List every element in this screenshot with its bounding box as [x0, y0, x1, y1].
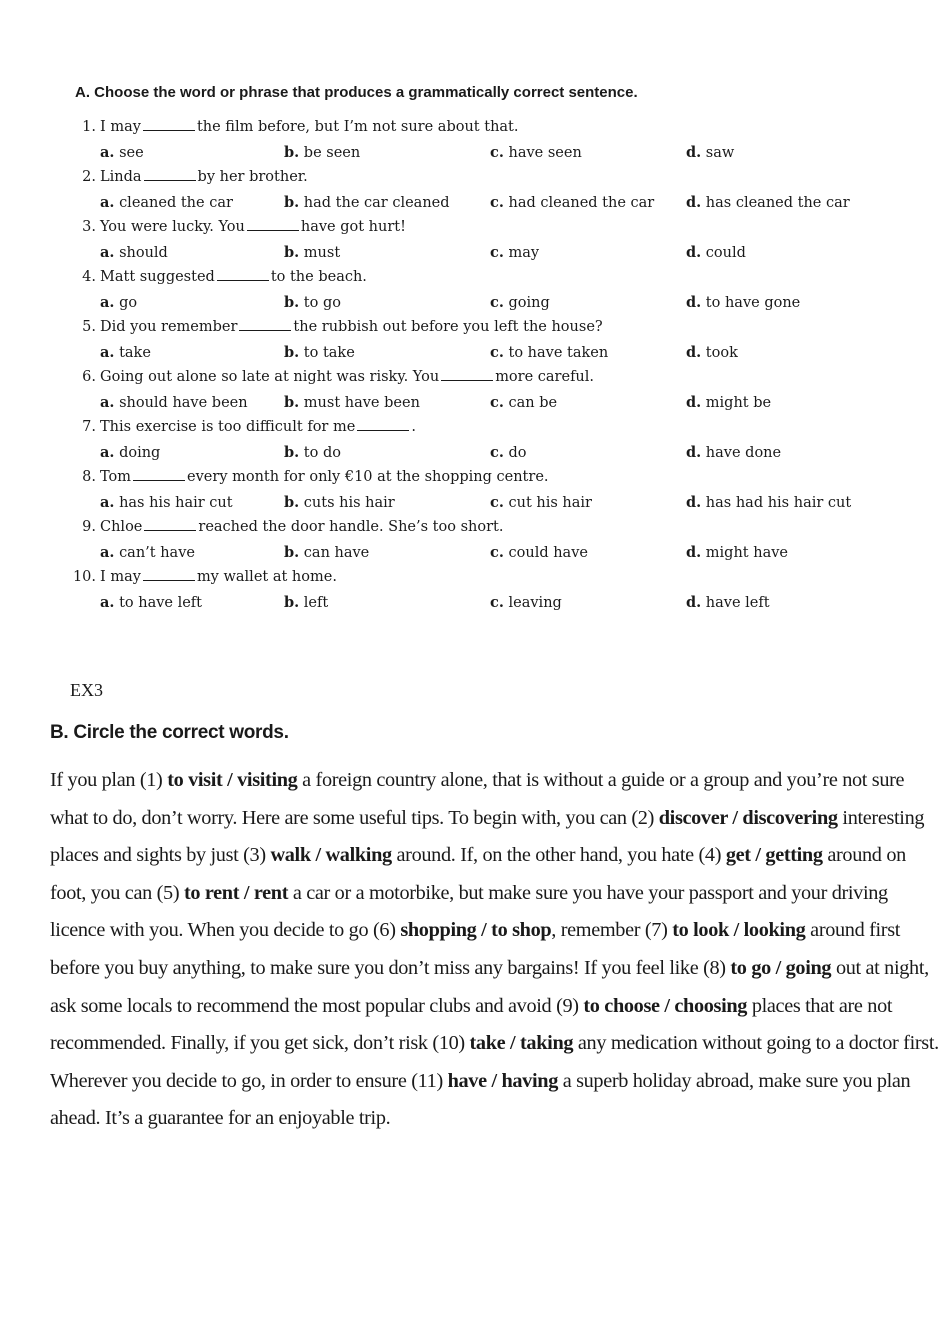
passage-segment: Wherever you decide to go, in order to ensure: [50, 1069, 412, 1092]
word-choice[interactable]: walk / walking: [270, 844, 392, 867]
question-text-before: You were lucky. You: [100, 219, 245, 235]
word-choice[interactable]: to rent / rent: [183, 881, 289, 904]
answer-option[interactable]: [284, 240, 340, 266]
option-text: should have been: [119, 395, 248, 411]
question-text: [100, 215, 406, 240]
passage-segment: around on: [822, 844, 906, 867]
answer-options: [0, 440, 911, 465]
answer-option[interactable]: [100, 490, 233, 516]
option-letter: b.: [284, 594, 300, 611]
passage-segment: (7): [644, 919, 673, 942]
option-letter: a.: [100, 194, 115, 211]
passage-segment: (5): [156, 881, 184, 904]
answer-option[interactable]: [284, 340, 355, 366]
passage-segment: recommended. Finally, if you get sick, don’t risk: [50, 1032, 433, 1055]
question-text-after: the film before, but I’m not sure about that.: [196, 119, 519, 135]
question-text-before: Going out alone so late at night was risky. You: [100, 369, 440, 385]
question-text-after: .: [411, 419, 416, 435]
option-text: has his hair cut: [119, 495, 233, 511]
option-text: go: [119, 295, 138, 311]
passage-segment: ahead. It’s a guarantee for an enjoyable trip.: [50, 1107, 391, 1130]
answer-option[interactable]: [100, 290, 137, 316]
answer-blank: [133, 466, 185, 481]
option-letter: b.: [284, 494, 300, 511]
option-text: leaving: [508, 595, 562, 611]
option-letter: b.: [284, 294, 300, 311]
option-text: must have been: [303, 395, 420, 411]
option-letter: a.: [100, 294, 115, 311]
answer-option[interactable]: [686, 140, 734, 166]
answer-option[interactable]: [686, 590, 770, 616]
answer-option[interactable]: [490, 190, 654, 216]
option-text: see: [119, 145, 144, 161]
option-letter: b.: [284, 544, 300, 561]
question-stem: [0, 415, 911, 440]
passage-segment: around first: [805, 919, 901, 942]
option-text: may: [508, 245, 540, 261]
answer-blank: [144, 166, 196, 181]
option-letter: b.: [284, 244, 300, 261]
question-text-after: the rubbish out before you left the house?: [293, 319, 603, 335]
question-number: 4.: [82, 269, 96, 285]
answer-option[interactable]: [100, 540, 195, 566]
question-number: 7.: [82, 419, 96, 435]
answer-option[interactable]: [490, 590, 562, 616]
answer-blank: [441, 366, 493, 381]
option-text: to have gone: [705, 295, 801, 311]
question-number: 2.: [82, 169, 96, 185]
option-letter: d.: [686, 494, 702, 511]
option-letter: d.: [686, 194, 702, 211]
passage-segment: (1): [139, 769, 168, 791]
word-choice[interactable]: discover / discovering: [658, 806, 838, 829]
question-text: [100, 315, 603, 340]
question-number: 8.: [82, 469, 96, 485]
passage-segment: (9): [556, 994, 584, 1017]
option-letter: c.: [490, 394, 504, 411]
question-text-before: Matt suggested: [100, 269, 215, 285]
answer-options: [0, 390, 911, 415]
question-text: [100, 265, 367, 290]
answer-option[interactable]: [490, 340, 608, 366]
option-text: going: [508, 295, 550, 311]
passage-segment: (4): [698, 844, 726, 867]
option-text: to take: [303, 345, 355, 361]
question-text-after: every month for only €10 at the shopping centre.: [187, 469, 549, 485]
option-text: had cleaned the car: [508, 195, 655, 211]
word-choice[interactable]: to go / going: [730, 956, 832, 979]
option-text: took: [705, 345, 738, 361]
question-stem: [0, 365, 911, 390]
option-text: must: [303, 245, 341, 261]
passage-segment: foot, you can: [50, 881, 157, 904]
passage-line: [50, 988, 893, 1026]
exercise-label: EX3: [70, 680, 103, 700]
passage-segment: If you plan: [50, 769, 140, 791]
question-text: [100, 515, 503, 540]
option-letter: a.: [100, 444, 115, 461]
option-letter: c.: [490, 244, 504, 261]
question-item: [0, 265, 911, 315]
option-text: have seen: [508, 145, 582, 161]
passage-line: [50, 800, 925, 838]
passage-segment: ask some locals to recommend the most popular clubs and avoid: [50, 994, 557, 1017]
option-text: be seen: [303, 145, 361, 161]
answer-option[interactable]: [686, 490, 851, 516]
answer-option[interactable]: [686, 340, 738, 366]
passage-segment: (6): [373, 919, 401, 942]
word-choice[interactable]: to choose / choosing: [583, 994, 748, 1017]
passage-segment: a foreign country alone, that is without a guide or a group and you’re not sure: [297, 769, 905, 791]
question-stem: [0, 315, 911, 340]
question-text-after: to the beach.: [270, 269, 367, 285]
answer-option[interactable]: [284, 190, 450, 216]
question-text-before: I may: [100, 119, 141, 135]
word-choice[interactable]: to look / looking: [672, 919, 806, 942]
section-b-title: B. Circle the correct words.: [50, 722, 289, 743]
answer-options: [0, 140, 911, 165]
question-item: [0, 415, 911, 465]
answer-options: [0, 290, 911, 315]
option-text: can have: [303, 545, 370, 561]
passage-segment: before you buy anything, to make sure you don’t miss any bargains! If you feel like: [50, 956, 704, 979]
question-text-after: reached the door handle. She’s too short.: [198, 519, 504, 535]
question-text: [100, 565, 337, 590]
option-text: cleaned the car: [119, 195, 233, 211]
option-text: has had his hair cut: [705, 495, 852, 511]
question-item: [0, 115, 911, 165]
passage-segment: a superb holiday abroad, make sure you plan: [557, 1069, 911, 1092]
option-text: have left: [705, 595, 770, 611]
answer-option[interactable]: [100, 590, 202, 616]
answer-option[interactable]: [100, 390, 248, 416]
option-letter: c.: [490, 544, 504, 561]
option-letter: c.: [490, 594, 504, 611]
option-text: could have: [508, 545, 588, 561]
option-text: had the car cleaned: [303, 195, 450, 211]
question-text-before: Linda: [100, 169, 142, 185]
option-text: to do: [303, 445, 341, 461]
passage-segment: what to do, don’t worry. Here are some useful tips. To begin with, you can: [50, 806, 632, 829]
question-text-before: Tom: [100, 469, 132, 485]
question-list: [0, 115, 911, 615]
answer-option[interactable]: [284, 590, 328, 616]
answer-blank: [247, 216, 299, 231]
question-stem: [0, 165, 911, 190]
answer-blank: [143, 566, 195, 581]
answer-blank: [357, 416, 409, 431]
answer-option[interactable]: [490, 140, 582, 166]
option-text: left: [303, 595, 329, 611]
question-text: [100, 415, 416, 440]
passage-segment: places that are not: [747, 994, 893, 1017]
answer-option[interactable]: [686, 240, 746, 266]
question-text: [100, 465, 549, 490]
passage-segment: any medication without going to a doctor first.: [573, 1032, 939, 1055]
answer-option[interactable]: [284, 540, 369, 566]
passage-segment: (8): [703, 956, 731, 979]
answer-option[interactable]: [284, 290, 341, 316]
question-item: [0, 365, 911, 415]
option-text: have done: [705, 445, 782, 461]
question-stem: [0, 115, 911, 140]
option-letter: a.: [100, 394, 115, 411]
question-number: 10.: [72, 569, 96, 585]
question-text: [100, 365, 594, 390]
option-letter: d.: [686, 444, 702, 461]
option-letter: d.: [686, 544, 702, 561]
word-choice[interactable]: have / having: [447, 1069, 558, 1092]
answer-option[interactable]: [686, 290, 800, 316]
question-stem: [0, 565, 911, 590]
option-text: doing: [119, 445, 161, 461]
answer-option[interactable]: [490, 240, 539, 266]
question-text-before: Chloe: [100, 519, 143, 535]
answer-options: [0, 490, 911, 515]
answer-option[interactable]: [686, 390, 771, 416]
answer-blank: [143, 116, 195, 131]
word-choice[interactable]: take / taking: [469, 1032, 574, 1055]
answer-option[interactable]: [100, 440, 160, 466]
option-letter: c.: [490, 444, 504, 461]
question-item: [0, 165, 911, 215]
question-stem: [0, 465, 911, 490]
option-letter: a.: [100, 144, 115, 161]
option-text: might have: [705, 545, 788, 561]
option-letter: d.: [686, 344, 702, 361]
passage-segment: (10): [432, 1032, 470, 1055]
option-text: might be: [705, 395, 772, 411]
question-stem: [0, 215, 911, 240]
answer-blank: [144, 516, 196, 531]
passage-line: [50, 1063, 911, 1101]
answer-option[interactable]: [686, 540, 788, 566]
question-number: 1.: [82, 119, 96, 135]
question-number: 6.: [82, 369, 96, 385]
answer-option[interactable]: [100, 190, 233, 216]
answer-options: [0, 540, 911, 565]
answer-options: [0, 190, 911, 215]
option-text: cuts his hair: [303, 495, 395, 511]
passage-text: [50, 762, 939, 1138]
option-letter: b.: [284, 444, 300, 461]
question-text-before: This exercise is too difficult for me: [100, 419, 356, 435]
section-a-title: A. Choose the word or phrase that produces a grammatically correct sentence.: [75, 84, 638, 101]
option-letter: d.: [686, 294, 702, 311]
answer-option[interactable]: [490, 540, 588, 566]
answer-option[interactable]: [284, 490, 395, 516]
option-text: to have taken: [508, 345, 609, 361]
option-text: take: [119, 345, 151, 361]
answer-option[interactable]: [100, 140, 144, 166]
question-text-before: Did you remember: [100, 319, 238, 335]
passage-segment: (2): [631, 806, 659, 829]
option-letter: b.: [284, 194, 300, 211]
question-text-after: my wallet at home.: [196, 569, 337, 585]
question-stem: [0, 265, 911, 290]
word-choice[interactable]: get / getting: [725, 844, 823, 867]
answer-blank: [239, 316, 291, 331]
word-choice[interactable]: to visit / visiting: [167, 769, 298, 791]
answer-blank: [217, 266, 269, 281]
passage-line: [50, 762, 905, 800]
question-text: [100, 115, 519, 140]
option-letter: a.: [100, 344, 115, 361]
question-item: [0, 515, 911, 565]
passage-segment: (11): [411, 1069, 448, 1092]
option-text: cut his hair: [508, 495, 592, 511]
answer-options: [0, 240, 911, 265]
option-letter: c.: [490, 344, 504, 361]
option-letter: d.: [686, 594, 702, 611]
answer-option[interactable]: [490, 290, 550, 316]
answer-option[interactable]: [490, 390, 557, 416]
question-item: [0, 565, 911, 615]
option-letter: a.: [100, 544, 115, 561]
passage-segment: places and sights by just: [50, 844, 244, 867]
passage-segment: (3): [243, 844, 271, 867]
passage-line: [50, 1100, 880, 1138]
question-stem: [0, 515, 911, 540]
option-letter: d.: [686, 394, 702, 411]
answer-option[interactable]: [686, 190, 850, 216]
option-text: do: [508, 445, 527, 461]
passage-line: [50, 875, 888, 913]
passage-segment: , remember: [551, 919, 645, 942]
option-letter: c.: [490, 294, 504, 311]
passage-line: [50, 912, 901, 950]
answer-option[interactable]: [100, 240, 168, 266]
option-letter: b.: [284, 344, 300, 361]
option-letter: d.: [686, 244, 702, 261]
answer-option[interactable]: [284, 440, 341, 466]
question-number: 5.: [82, 319, 96, 335]
passage-line: [50, 950, 929, 988]
option-text: to have left: [119, 595, 203, 611]
answer-options: [0, 340, 911, 365]
passage-line: [50, 837, 906, 875]
option-text: to go: [303, 295, 341, 311]
question-number: 3.: [82, 219, 96, 235]
passage-segment: licence with you. When you decide to go: [50, 919, 373, 942]
question-text-after: more careful.: [495, 369, 595, 385]
option-letter: b.: [284, 394, 300, 411]
question-item: [0, 315, 911, 365]
passage-segment: around. If, on the other hand, you hate: [391, 844, 699, 867]
option-text: could: [705, 245, 746, 261]
option-letter: c.: [490, 144, 504, 161]
option-text: saw: [705, 145, 735, 161]
question-text-before: I may: [100, 569, 141, 585]
option-letter: b.: [284, 144, 300, 161]
answer-option[interactable]: [100, 340, 151, 366]
question-number: 9.: [82, 519, 96, 535]
question-text-after: have got hurt!: [300, 219, 406, 235]
passage-segment: out at night,: [831, 956, 929, 979]
passage-segment: a car or a motorbike, but make sure you have your passport and your driving: [288, 881, 888, 904]
option-letter: a.: [100, 594, 115, 611]
answer-option[interactable]: [490, 440, 527, 466]
question-text: [100, 165, 308, 190]
answer-options: [0, 590, 911, 615]
passage-segment: interesting: [837, 806, 925, 829]
answer-option[interactable]: [284, 140, 360, 166]
option-letter: a.: [100, 494, 115, 511]
option-text: can’t have: [119, 545, 195, 561]
option-letter: c.: [490, 194, 504, 211]
option-letter: c.: [490, 494, 504, 511]
question-item: [0, 465, 911, 515]
question-text-after: by her brother.: [197, 169, 308, 185]
option-text: has cleaned the car: [705, 195, 850, 211]
answer-option[interactable]: [284, 390, 420, 416]
passage-line: [50, 1025, 939, 1063]
option-text: should: [119, 245, 168, 261]
answer-option[interactable]: [686, 440, 781, 466]
answer-option[interactable]: [490, 490, 592, 516]
option-letter: a.: [100, 244, 115, 261]
option-text: can be: [508, 395, 558, 411]
option-letter: d.: [686, 144, 702, 161]
word-choice[interactable]: shopping / to shop: [400, 919, 552, 942]
question-item: [0, 215, 911, 265]
